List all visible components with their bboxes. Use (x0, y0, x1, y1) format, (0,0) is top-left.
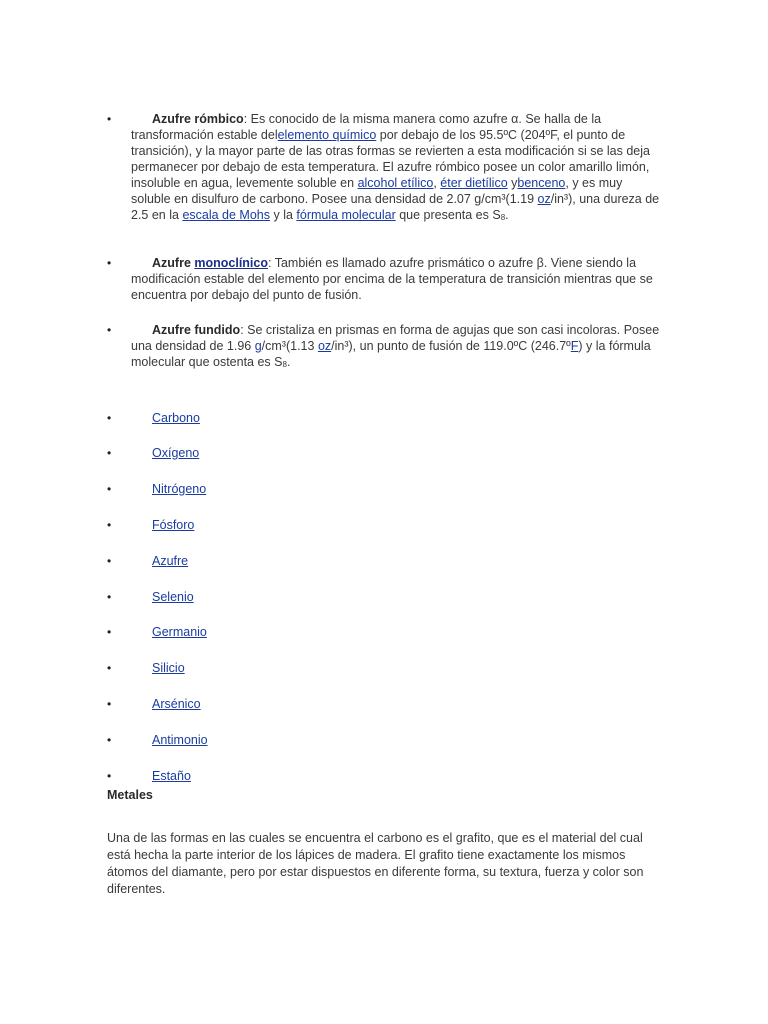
text-run: /in³), una dureza de 2.5 en la (131, 192, 660, 222)
text-run: y (507, 176, 518, 190)
inline-link[interactable]: elemento químico (277, 128, 377, 142)
bullet-mark: • (107, 446, 112, 460)
text-run: : Se cristaliza en prismas en forma de agujas que son casi incoloras. Posee una densidad de 1.96 (131, 323, 660, 353)
bullet-mark: • (107, 590, 112, 604)
subscript: 8 (282, 360, 287, 369)
inline-link[interactable]: oz (537, 192, 551, 206)
bullet-mark: • (107, 323, 112, 337)
subscript: 8 (500, 213, 506, 222)
element-link-9[interactable]: Antimonio (152, 733, 208, 747)
text-run: , y es muy soluble en disulfuro de carbono. Posee una densidad de 2.07 g/cm³(1.19 (131, 176, 623, 206)
bullet-mark: • (107, 769, 112, 783)
allotrope-name: Azufre (152, 256, 195, 270)
inline-link[interactable]: fórmula molecular (296, 208, 396, 222)
text-run: . (505, 208, 509, 222)
element-link-1[interactable]: Oxígeno (152, 446, 200, 460)
element-link-5[interactable]: Selenio (152, 590, 194, 604)
inline-link[interactable]: benceno (517, 176, 566, 190)
bullet-mark: • (107, 733, 112, 747)
inline-link[interactable]: monoclínico (194, 256, 268, 270)
text-run: ) y la fórmula molecular que ostenta es S (131, 339, 651, 369)
text-run: , (433, 176, 441, 190)
inline-link[interactable]: escala de Mohs (182, 208, 270, 222)
bullet-mark: • (107, 518, 112, 532)
section-heading: Metales (107, 788, 153, 802)
text-run: /in³), un punto de fusión de 119.0ºC (246.7º (331, 339, 571, 353)
bullet-mark: • (107, 411, 112, 425)
text-run: y la (270, 208, 297, 222)
inline-link[interactable]: oz (317, 339, 332, 353)
text-run: por debajo de los 95.5ºC (204ºF, el punto de transición), y la mayor parte de las otras formas se revierten a esta modificación si se las deja permanecer por debajo de esta temperatura. El azufre rómbico posee un color amarillo limón, insoluble en agua, levemente soluble en (131, 128, 650, 190)
text-run: : Es conocido de la misma manera como azufre α. Se halla de la transformación estable del (131, 112, 602, 142)
element-link-6[interactable]: Germanio (152, 625, 207, 639)
bullet-mark: • (107, 625, 112, 639)
inline-link[interactable]: g (254, 339, 262, 353)
bullet-mark: • (107, 112, 112, 126)
element-link-3[interactable]: Fósforo (152, 518, 195, 532)
text-run: . (286, 355, 291, 369)
element-link-7[interactable]: Silicio (152, 661, 185, 675)
element-link-8[interactable]: Arsénico (152, 697, 201, 711)
text-run: que presenta es S (395, 208, 501, 222)
text-run: /cm³(1.13 (261, 339, 318, 353)
text-run: : También es llamado azufre prismático o azufre β. Viene siendo la modificación estable del elemento por encima de la temperatura de transición mientras que se encuentra por debajo del punto de fusión. (131, 256, 653, 302)
allotrope-paragraph (131, 255, 661, 303)
element-link-10[interactable]: Estaño (152, 769, 191, 783)
allotrope-paragraph (131, 322, 661, 373)
inline-link[interactable]: F (570, 339, 579, 353)
bullet-mark: • (107, 697, 112, 711)
allotrope-paragraph (131, 111, 661, 226)
inline-link[interactable]: éter dietílico (440, 176, 508, 190)
bullet-mark: • (107, 554, 112, 568)
inline-link[interactable]: alcohol etílico (357, 176, 434, 190)
allotrope-name: Azufre rómbico (152, 112, 244, 126)
element-link-0[interactable]: Carbono (152, 411, 200, 425)
graphite-paragraph: Una de las formas en las cuales se encuentra el carbono es el grafito, que es el material del cual está hecha la parte interior de los lápices de madera. El grafito tiene exactamente los mismos átomos del diamante, pero por estar dispuestos en diferente forma, su textura, fuerza y color son diferentes. (107, 831, 644, 896)
element-link-4[interactable]: Azufre (152, 554, 189, 568)
bullet-mark: • (107, 256, 112, 270)
allotrope-name: Azufre fundido (152, 323, 241, 337)
bullet-mark: • (107, 661, 112, 675)
bullet-mark: • (107, 482, 112, 496)
element-link-2[interactable]: Nitrógeno (152, 482, 207, 496)
